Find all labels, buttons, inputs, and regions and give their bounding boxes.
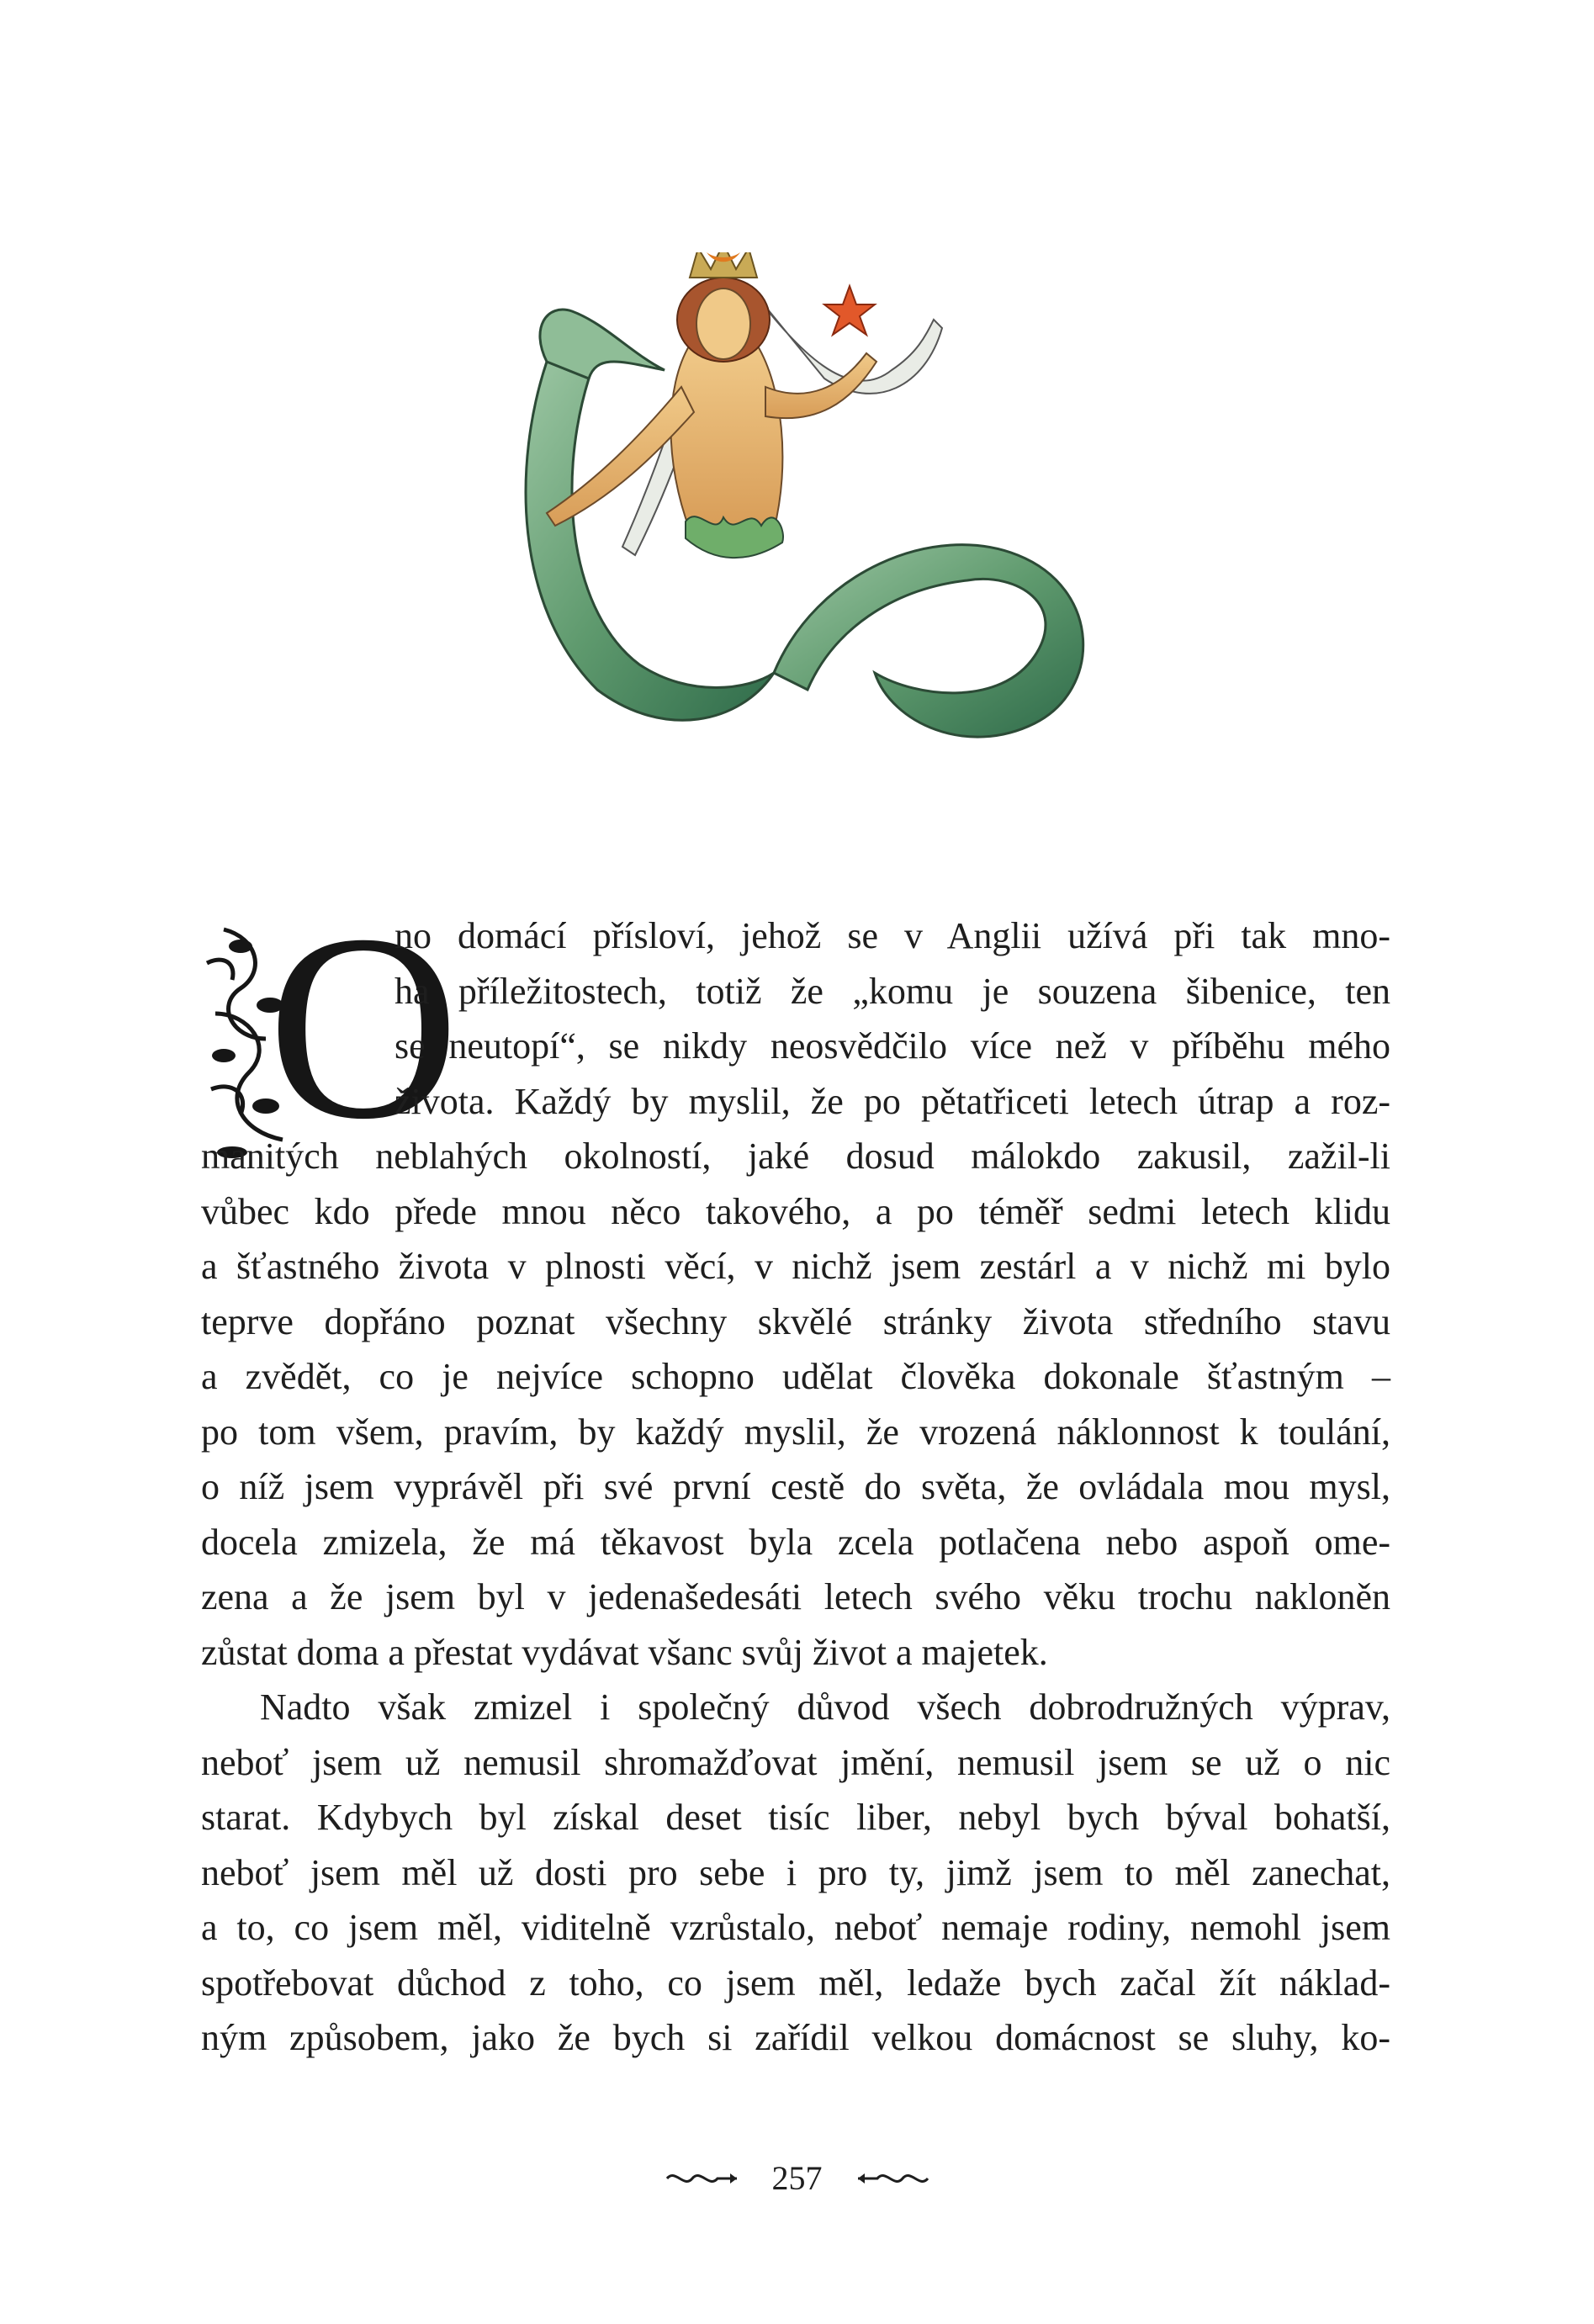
text-line: starat. Kdybych byl získal deset tisíc liber, nebyl bych býval bohatší, [201, 1797, 1390, 1838]
crown [690, 252, 757, 278]
page-number: 257 [771, 2159, 823, 2198]
text-line: docela zmizela, že má těkavost byla zcela potlačena nebo aspoň ome- [201, 1521, 1390, 1563]
text-line: zena a že jsem byl v jedenašedesáti letech svého věku trochu nakloněn [201, 1576, 1390, 1617]
text-line: no domácí přísloví, jehož se v Anglii užívá při tak mno- [395, 915, 1390, 956]
text-line: ným způsobem, jako že bych si zařídil velkou domácnost se sluhy, ko- [201, 2017, 1390, 2058]
text-line: se neutopí“, se nikdy neosvědčilo více než v příběhu mého [395, 1025, 1390, 1067]
text-line: života. Každý by myslil, že po pětatřiceti letech útrap a roz- [395, 1080, 1390, 1122]
text-line: ha příležitostech, totiž že „komu je souzena šibenice, ten [395, 970, 1390, 1012]
text-line: a zvědět, co je nejvíce schopno udělat člověka dokonale šťastným – [201, 1356, 1390, 1397]
paragraph-1 [201, 908, 1390, 1680]
text-line: spotřebovat důchod z toho, co jsem měl, ledaže bych začal žít náklad- [201, 1961, 1390, 2004]
paragraph-2 [201, 1680, 1390, 2066]
right-tail [774, 545, 1083, 737]
right-ornament-icon [856, 2168, 932, 2189]
text-line: teprve dopřáno poznat všechny skvělé stránky života středního stavu [201, 1300, 1390, 1342]
text-line: Nadto však zmizel i společný důvod všech dobrodružných výprav, [260, 1686, 1390, 1728]
text-line: a to, co jsem měl, viditelně vzrůstalo, neboť nemaje rodiny, nemohl jsem [201, 1907, 1390, 1948]
page-footer [0, 2155, 1594, 2198]
face [696, 289, 750, 359]
text-line: neboť jsem měl už dosti pro sebe i pro ty, jimž jsem to měl zanechat, [201, 1851, 1390, 1893]
text-line: zůstat doma a přestat vydávat všanc svůj život a majetek. [201, 1631, 1048, 1673]
body-text [201, 908, 1390, 2066]
text-line: o níž jsem vyprávěl při své první cestě do světa, že ovládala mou mysl, [201, 1466, 1390, 1507]
left-ornament-icon [663, 2168, 739, 2189]
text-line: vůbec kdo přede mnou něco takového, a po téměř sedmi letech klidu [201, 1190, 1390, 1232]
text-line: a šťastného života v plnosti věcí, v nichž jsem zestárl a v nichž mi bylo [201, 1246, 1390, 1287]
text-line: neboť jsem už nemusil shromažďovat jmění, nemusil jsem se už o nic [201, 1741, 1390, 1783]
text-line: manitých neblahých okolností, jaké dosud málokdo zakusil, zažil-li [201, 1136, 1390, 1177]
drop-cap-letter: O [267, 880, 460, 1174]
mermaid-illustration-icon [496, 252, 1136, 749]
torso [671, 345, 783, 530]
text-line: po tom všem, pravím, by každý myslil, že vrozená náklonnost k toulání, [201, 1411, 1390, 1453]
star [824, 286, 875, 335]
